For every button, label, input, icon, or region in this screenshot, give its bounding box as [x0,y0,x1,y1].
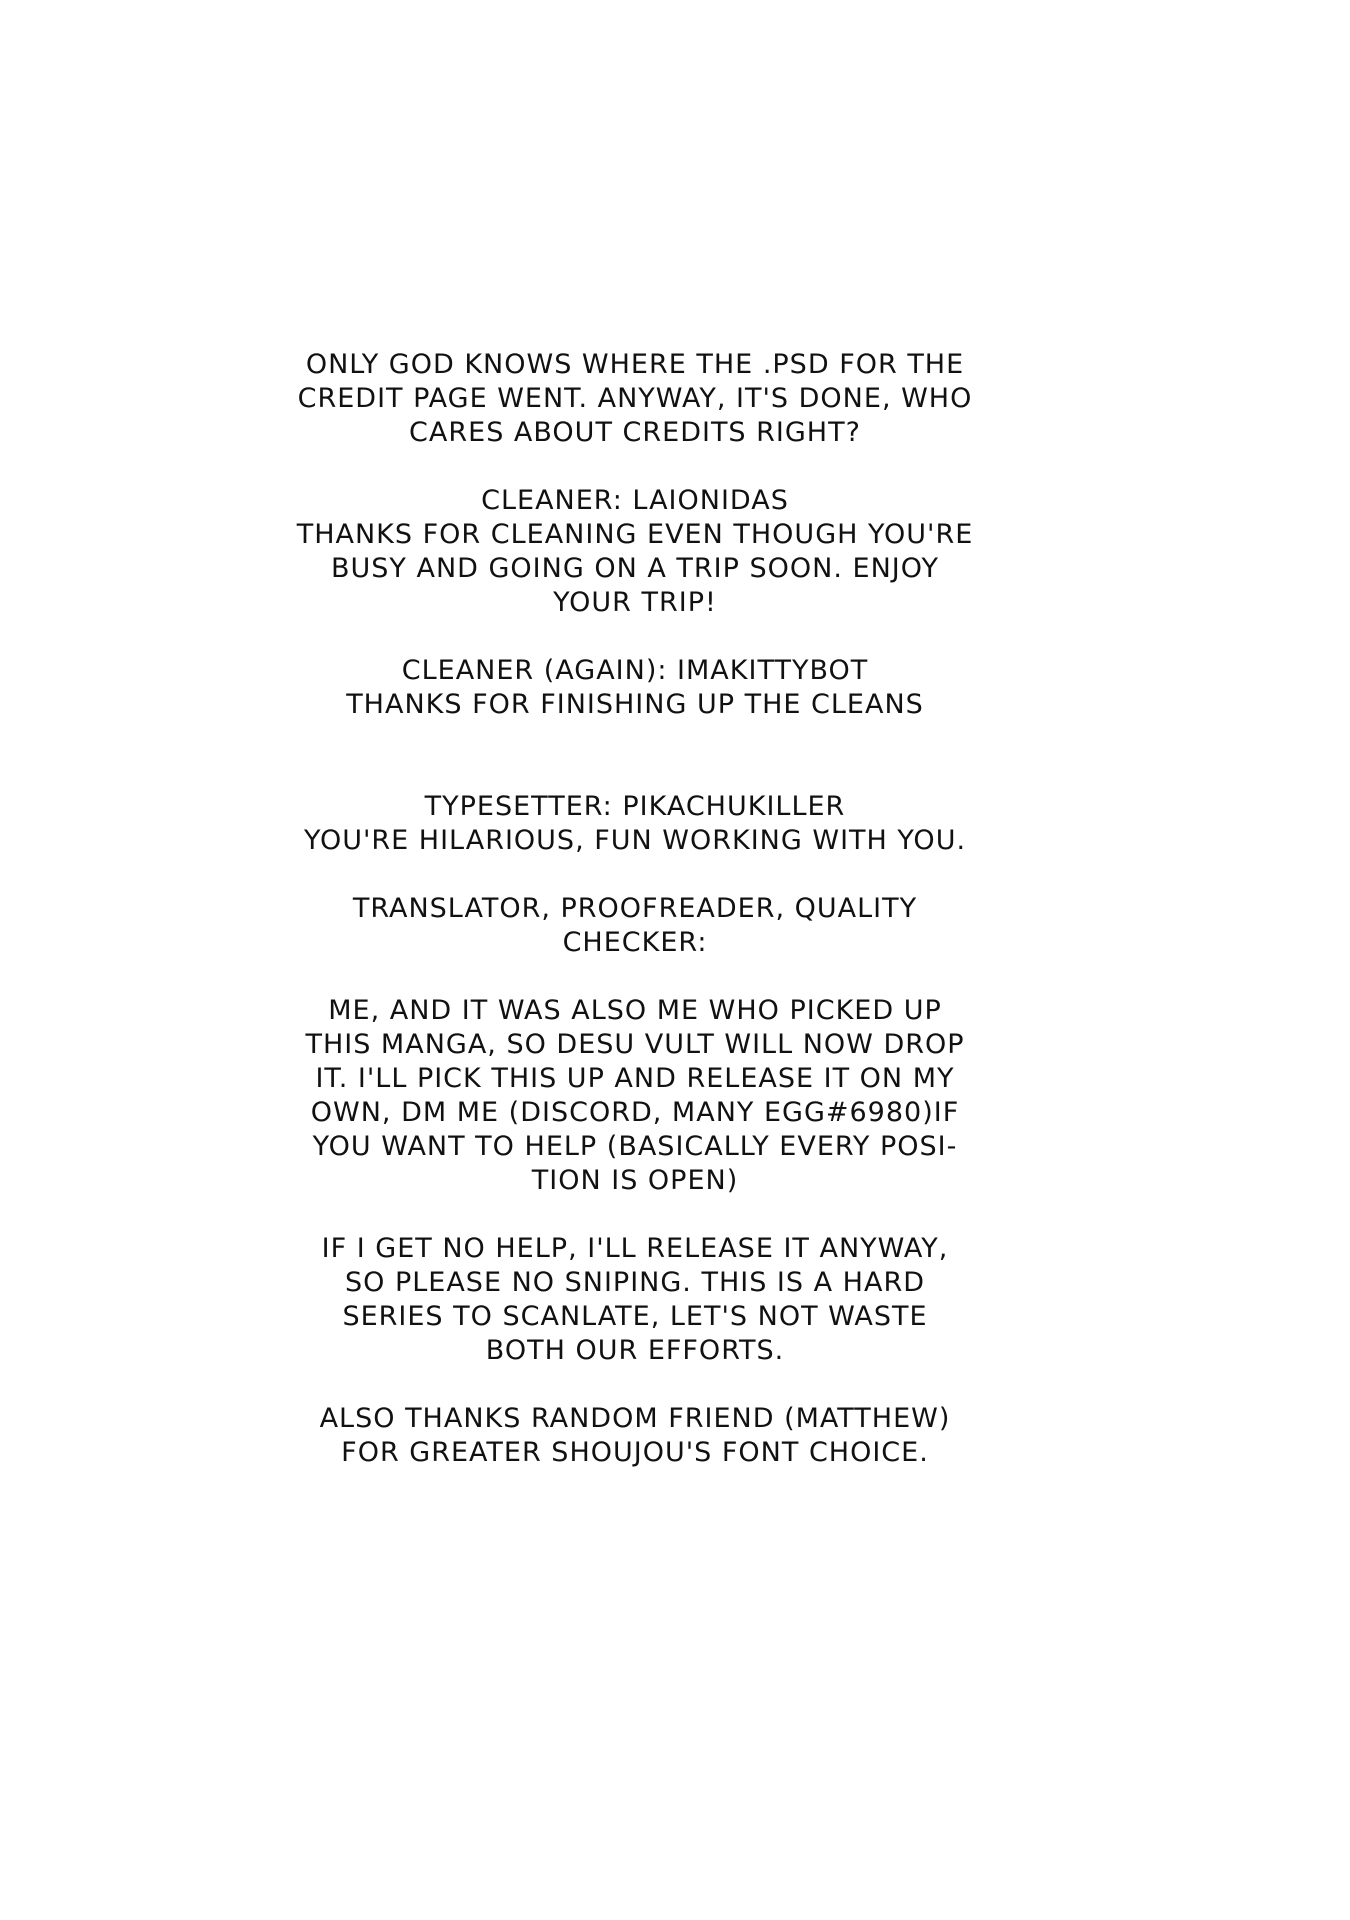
cleaner-credit: CLEANER: LAIONIDAS [481,485,789,516]
no-help-paragraph [255,1232,1015,1368]
credits-text [255,348,1015,1470]
no-help-line: SERIES TO SCANLATE, LET'S NOT WASTE [342,1301,928,1332]
no-help-line: BOTH OUR EFFORTS. [485,1335,785,1366]
cleaner-again-credit: CLEANER (AGAIN): IMAKITTYBOT [401,655,869,686]
me-line: THIS MANGA, SO DESU VULT WILL NOW DROP [305,1029,965,1060]
spacer [255,722,1015,790]
intro-line: ONLY GOD KNOWS WHERE THE .PSD FOR THE [305,349,965,380]
translator-paragraph [255,892,1015,960]
me-line: OWN, DM ME (DISCORD, MANY EGG#6980)IF [310,1097,960,1128]
spacer [255,1368,1015,1402]
intro-line: CREDIT PAGE WENT. ANYWAY, IT'S DONE, WHO [297,383,973,414]
me-paragraph [255,994,1015,1198]
spacer [255,1198,1015,1232]
no-help-line: IF I GET NO HELP, I'LL RELEASE IT ANYWAY, [321,1233,949,1264]
me-line: ME, AND IT WAS ALSO ME WHO PICKED UP [328,995,942,1026]
cleaner-note: THANKS FOR CLEANING EVEN THOUGH YOU'RE [296,519,974,550]
cleaner-note: BUSY AND GOING ON A TRIP SOON. ENJOY [330,553,940,584]
translator-credit: TRANSLATOR, PROOFREADER, QUALITY [352,893,918,924]
me-line: YOU WANT TO HELP (BASICALLY EVERY POSI- [312,1131,958,1162]
cleaner-note: YOUR TRIP! [553,587,717,618]
typesetter-paragraph [255,790,1015,858]
intro-paragraph [255,348,1015,450]
spacer [255,858,1015,892]
no-help-line: SO PLEASE NO SNIPING. THIS IS A HARD [344,1267,925,1298]
spacer [255,450,1015,484]
cleaner-paragraph [255,484,1015,620]
typesetter-credit: TYPESETTER: PIKACHUKILLER [424,791,846,822]
typesetter-note: YOU'RE HILARIOUS, FUN WORKING WITH YOU. [303,825,967,856]
translator-credit: CHECKER: [562,927,708,958]
thanks-line: FOR GREATER SHOUJOU'S FONT CHOICE. [341,1437,929,1468]
me-line: IT. I'LL PICK THIS UP AND RELEASE IT ON MY [315,1063,955,1094]
thanks-line: ALSO THANKS RANDOM FRIEND (MATTHEW) [319,1403,951,1434]
cleaner-again-note: THANKS FOR FINISHING UP THE CLEANS [346,689,924,720]
thanks-paragraph [255,1402,1015,1470]
me-line: TION IS OPEN) [531,1165,739,1196]
spacer [255,620,1015,654]
spacer [255,960,1015,994]
cleaner-again-paragraph [255,654,1015,722]
intro-line: CARES ABOUT CREDITS RIGHT? [409,417,861,448]
